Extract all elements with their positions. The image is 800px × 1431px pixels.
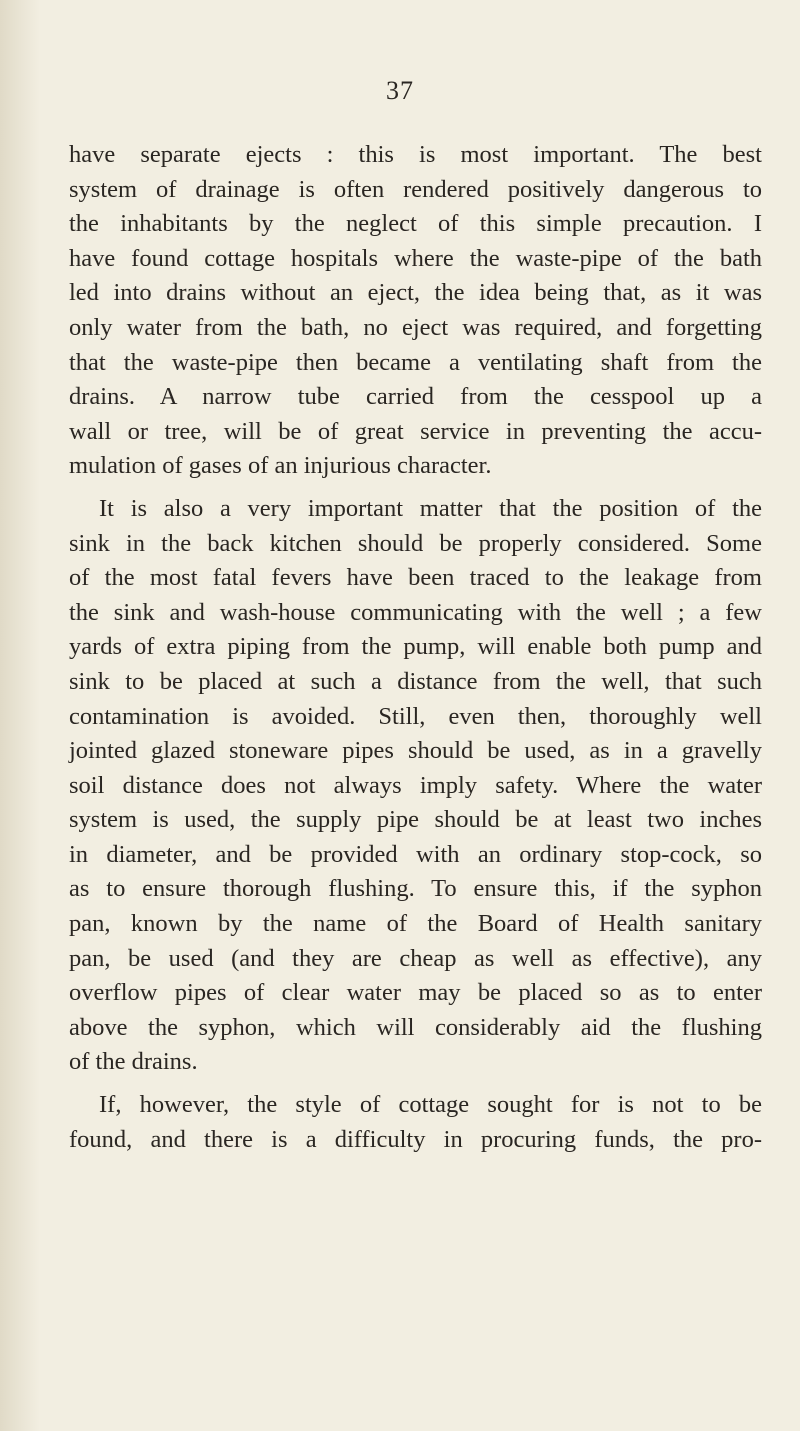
text-line: above the syphon, which will considerably aid the flushing bbox=[69, 1013, 762, 1041]
text-line: as to ensure thorough flushing. To ensure this, if the syphon bbox=[69, 875, 762, 903]
text-line: pan, known by the name of the Board of Health sanitary bbox=[69, 910, 762, 938]
text-line: It is also a very important matter that the position of the bbox=[99, 494, 762, 522]
text-line: the sink and wash-house communicating with the well ; a few bbox=[69, 598, 762, 626]
text-line: of the most fatal fevers have been traced to the leakage from bbox=[69, 564, 762, 592]
text-line: overflow pipes of clear water may be placed so as to enter bbox=[69, 979, 762, 1007]
text-line: jointed glazed stoneware pipes should be used, as in a gravelly bbox=[69, 737, 762, 765]
text-line: of the drains. bbox=[69, 1048, 198, 1076]
text-line: soil distance does not always imply safety. Where the water bbox=[69, 771, 762, 799]
text-line: have separate ejects : this is most important. The best bbox=[69, 141, 762, 168]
text-line: led into drains without an eject, the idea being that, as it was bbox=[69, 279, 762, 307]
text-line: found, and there is a difficulty in procuring funds, the pro- bbox=[69, 1125, 762, 1153]
text-line: sink to be placed at such a distance from the well, that such bbox=[69, 667, 762, 695]
text-line: have found cottage hospitals where the waste-pipe of the bath bbox=[69, 244, 762, 272]
body-text bbox=[69, 138, 762, 1157]
text-line: system of drainage is often rendered positively dangerous to bbox=[69, 175, 762, 203]
paragraph-3 bbox=[69, 1088, 762, 1157]
text-line: only water from the bath, no eject was required, and forgetting bbox=[69, 313, 762, 341]
paragraph-1 bbox=[69, 138, 762, 484]
text-line: sink in the back kitchen should be properly considered. Some bbox=[69, 529, 762, 557]
text-line: If, however, the style of cottage sought for is not to be bbox=[99, 1091, 762, 1119]
text-line: system is used, the supply pipe should be at least two inches bbox=[69, 806, 762, 834]
paragraph-2 bbox=[69, 492, 762, 1080]
text-line: that the waste-pipe then became a ventilating shaft from the bbox=[69, 348, 762, 376]
text-line: mulation of gases of an injurious character. bbox=[69, 452, 492, 480]
page-number: 37 bbox=[386, 76, 414, 105]
text-line: the inhabitants by the neglect of this simple precaution. I bbox=[69, 210, 762, 238]
text-line: contamination is avoided. Still, even then, thoroughly well bbox=[69, 702, 762, 730]
text-line: in diameter, and be provided with an ordinary stop-cock, so bbox=[69, 840, 762, 868]
text-line: yards of extra piping from the pump, will enable both pump and bbox=[69, 633, 762, 661]
text-line: drains. A narrow tube carried from the cesspool up a bbox=[69, 383, 762, 411]
text-line: wall or tree, will be of great service in preventing the accu- bbox=[69, 417, 762, 445]
text-line: pan, be used (and they are cheap as well as effective), any bbox=[69, 944, 762, 972]
